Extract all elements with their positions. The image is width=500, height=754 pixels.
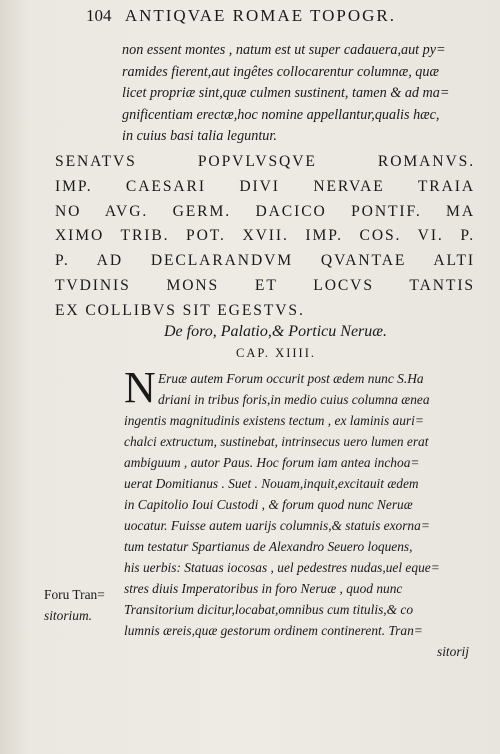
- text-line: uerat Domitianus . Suet . Nouam,inquit,excitauit ædem: [124, 476, 419, 491]
- text-line: ingentis magnitudinis existens tectum , ex laminis auri=: [124, 413, 424, 428]
- text-line: stres diuis Imperatoribus in foro Neruæ , quod nunc: [124, 581, 403, 596]
- text-line: in cuius basi talia leguntur.: [122, 128, 277, 144]
- inscription-line: EX COLLIBVS SIT EGESTVS.: [55, 301, 305, 319]
- text-line: Transitorium dicitur,locabat,omnibus cum titulis,& co: [124, 602, 414, 617]
- running-header: [86, 6, 466, 26]
- intro-paragraph: [122, 40, 474, 148]
- text-line: chalci extructum, sustinebat, intrinsecus uero lumen erat: [124, 434, 429, 449]
- text-line: ambiguum , autor Paus. Hoc forum iam antea inchoa=: [124, 455, 420, 470]
- text-line: licet propriæ sint,quæ culmen sustinent, tamen & ad ma=: [122, 85, 450, 101]
- drop-cap: N: [124, 363, 156, 412]
- inscription-line: NO AVG. GERM. DACICO PONTIF. MA: [55, 202, 475, 220]
- inscription-line: XIMO TRIB. POT. XVII. IMP. COS. VI. P.: [55, 227, 475, 245]
- text-line: his uerbis: Statuas iocosas , uel pedestres nudas,uel eque=: [124, 560, 440, 575]
- text-line: non essent montes , natum est ut super cadauera,aut py=: [122, 42, 446, 58]
- margin-note-line: Foru Tran=: [44, 587, 105, 602]
- text-line: lumnis æreis,quæ gestorum ordinem continerent. Tran=: [124, 623, 423, 638]
- text-line: tum testatur Spartianus de Alexandro Seuero loquens,: [124, 539, 413, 554]
- text-line: sitorij: [437, 644, 469, 659]
- text-line: uocatur. Fuisse autem uarijs columnis,& statuis exorna=: [124, 518, 430, 533]
- inscription-line: P. AD DECLARANDVM QVANTAE ALTI: [55, 252, 475, 270]
- running-title: ANTIQVAE ROMAE TOPOGR.: [124, 6, 396, 25]
- text-line: in Capitolio Ioui Custodi , & forum quod nunc Neruæ: [124, 497, 413, 512]
- text-line: gnificentiam erectæ,hoc nomine appellantur,qualis hæc,: [122, 106, 440, 123]
- text-line: driani in tribus foris,in medio cuius columna ænea: [158, 392, 430, 407]
- inscription-line: TVDINIS MONS ET LOCVS TANTIS: [55, 276, 475, 294]
- page-number: 104: [86, 6, 112, 25]
- inscription-block: [55, 150, 475, 324]
- text-line: ramides fierent,aut ingêtes collocarentur columnæ, quæ: [122, 63, 439, 80]
- section-title: De foro, Palatio,& Porticu Neruæ.: [164, 323, 387, 340]
- text-line: Eruæ autem Forum occurit post ædem nunc S.Ha: [158, 371, 424, 386]
- margin-note: [44, 584, 124, 626]
- body-paragraph: [124, 363, 469, 662]
- chapter-number: CAP. XIIII.: [236, 346, 316, 360]
- inscription-line: SENATVS POPVLVSQVE ROMANVS.: [55, 153, 475, 170]
- inscription-line: IMP. CAESARI DIVI NERVAE TRAIA: [55, 177, 475, 195]
- margin-note-line: sitorium.: [44, 608, 92, 623]
